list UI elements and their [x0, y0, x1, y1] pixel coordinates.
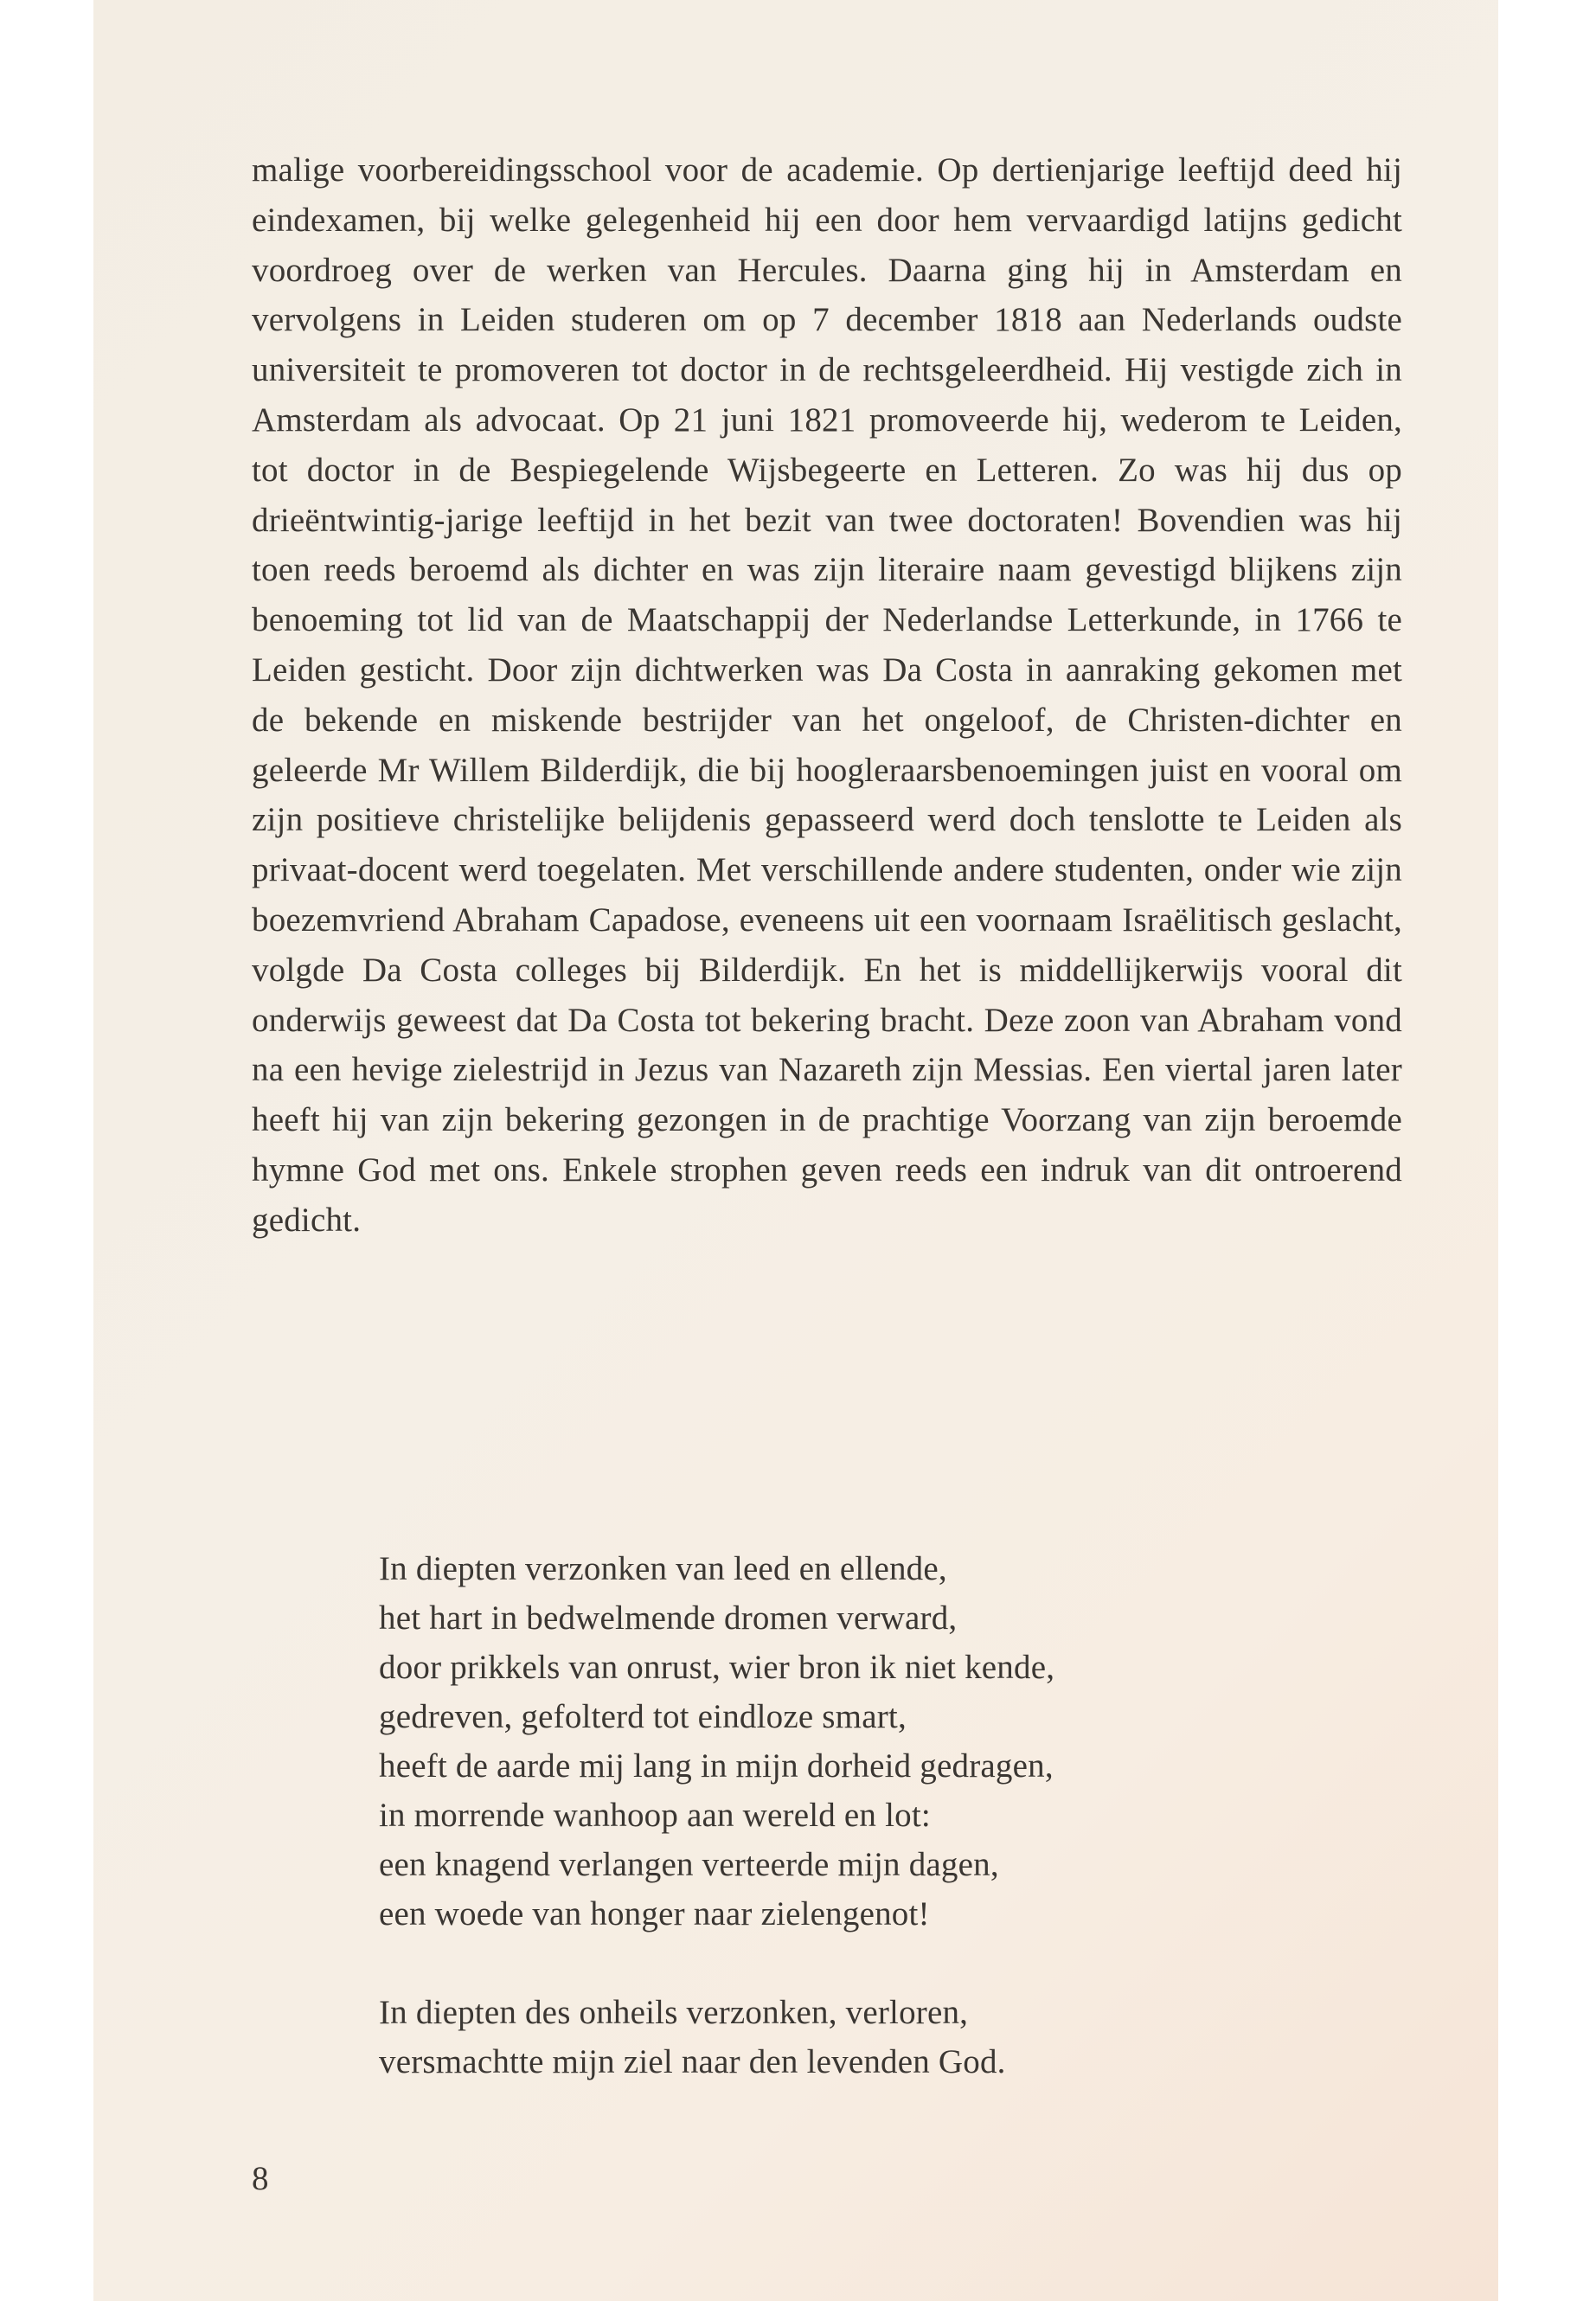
poem-stanza-1	[379, 1544, 1417, 1939]
poem-line: gedreven, gefolterd tot eindloze smart,	[379, 1698, 907, 1735]
body-paragraph: malige voorbereidingsschool voor de academie. Op dertienjarige leeftijd deed hij eindexamen, bij welke gelegenheid hij een door hem vervaardigd latijns gedicht voordroeg over de werken van Hercules. Daarna ging hij in Amsterdam en vervolgens in Leiden studeren om op 7 december 1818 aan Nederlands oudste universiteit te promoveren tot doctor in de rechtsgeleerdheid. Hij vestigde zich in Amsterdam als advocaat. Op 21 juni 1821 promoveerde hij, wederom te Leiden, tot doctor in de Bespiegelende Wijsbegeerte en Letteren. Zo was hij dus op drieëntwintig-jarige leeftijd in het bezit van twee doctoraten! Bovendien was hij toen reeds beroemd als dichter en was zijn literaire naam gevestigd blijkens zijn benoeming tot lid van de Maatschappij der Nederlandse Letterkunde, in 1766 te Leiden gesticht. Door zijn dichtwerken was Da Costa in aanraking gekomen met de bekende en miskende bestrijder van het ongeloof, de Christen-dichter en geleerde Mr Willem Bilderdijk, die bij hoogleraarsbenoemingen juist en vooral om zijn positieve christelijke belijdenis gepasseerd werd doch tenslotte te Leiden als privaat-docent werd toegelaten. Met verschillende andere studenten, onder wie zijn boezemvriend Abraham Capadose, eveneens uit een voornaam Israëlitisch geslacht, volgde Da Costa colleges bij Bilderdijk. En het is middellijkerwijs vooral dit onderwijs geweest dat Da Costa tot bekering bracht. Deze zoon van Abraham vond na een hevige zielestrijd in Jezus van Nazareth zijn Messias. Een viertal jaren later heeft hij van zijn bekering gezongen in de prachtige Voorzang van zijn beroemde hymne God met ons. Enkele strophen geven reeds een indruk van dit ontroerend gedicht.	[252, 151, 1402, 1239]
poem-line: In diepten des onheils verzonken, verloren,	[379, 1994, 969, 2031]
page-number: 8	[252, 2160, 269, 2197]
poem-line: door prikkels van onrust, wier bron ik niet kende,	[379, 1649, 1055, 1686]
poem-line: versmachtte mijn ziel naar den levenden God.	[379, 2043, 1006, 2080]
poem-line: heeft de aarde mij lang in mijn dorheid gedragen,	[379, 1747, 1054, 1785]
poem-line: een knagend verlangen verteerde mijn dagen,	[379, 1846, 999, 1883]
poem-line: in morrende wanhoop aan wereld en lot:	[379, 1797, 931, 1834]
poem-line: het hart in bedwelmende dromen verward,	[379, 1599, 958, 1637]
poem-quote	[379, 1544, 1417, 2086]
poem-stanza-2	[379, 1988, 1417, 2086]
poem-line: In diepten verzonken van leed en ellende,	[379, 1550, 947, 1587]
book-page	[93, 0, 1498, 2301]
poem-line: een woede van honger naar zielengenot!	[379, 1895, 930, 1932]
